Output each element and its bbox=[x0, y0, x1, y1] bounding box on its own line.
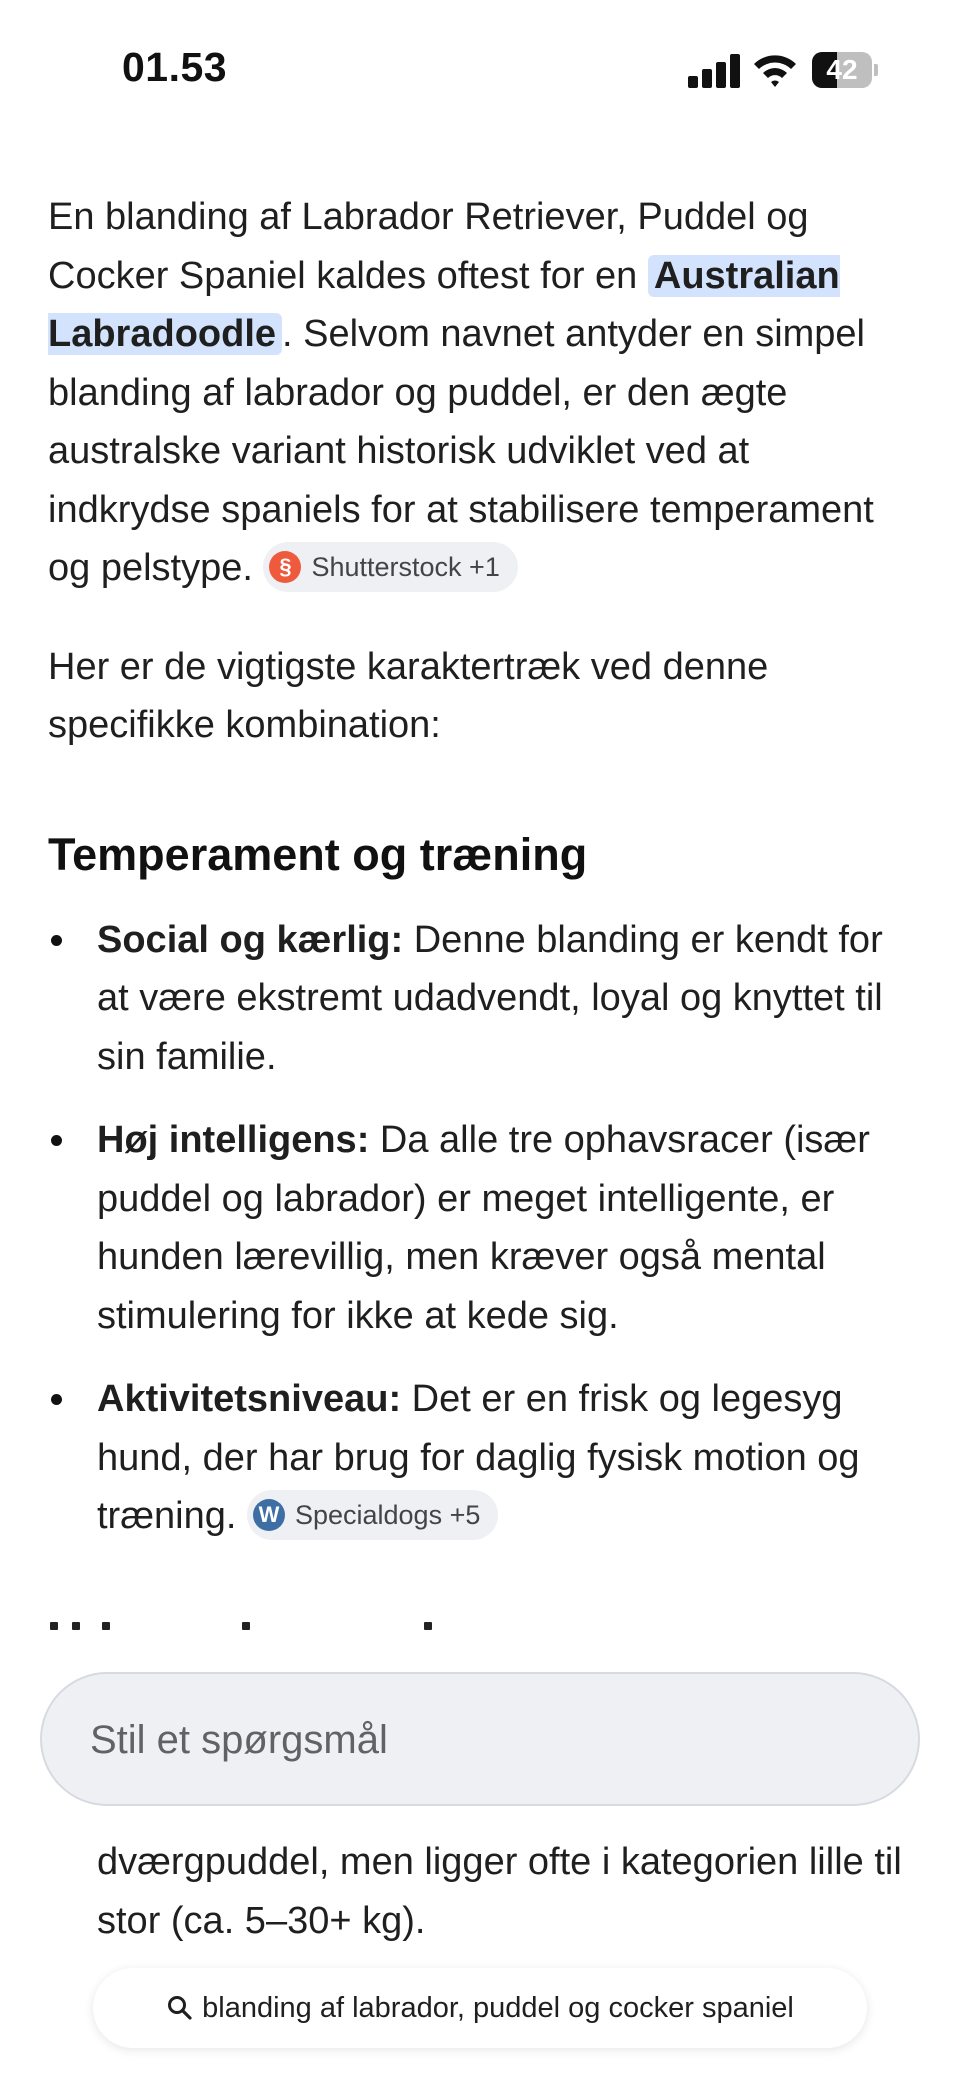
list-item bbox=[48, 1111, 918, 1345]
source-chip-specialdogs[interactable] bbox=[247, 1490, 498, 1540]
status-time: 01.53 bbox=[122, 44, 228, 90]
search-query-pill[interactable] bbox=[93, 1968, 867, 2048]
answer-content bbox=[48, 188, 918, 1571]
item-title: Høj intelligens: bbox=[97, 1119, 370, 1161]
bullet-dot bbox=[51, 1394, 62, 1405]
source-chip-label: Specialdogs +5 bbox=[294, 1499, 481, 1530]
item-title: Aktivitetsniveau: bbox=[97, 1378, 402, 1420]
list-item bbox=[48, 911, 918, 1087]
intro-text-cont: . Selvom navnet antyder en simpel blanding af labrador og puddel, er den ægte australske variant historisk udviklet ved at indkrydse spaniels for at stabilisere temperament og pelstype. bbox=[48, 313, 874, 589]
intro-text: En blanding af Labrador Retriever, Puddel og Cocker Spaniel kaldes oftest for en bbox=[48, 196, 809, 297]
signal-icon bbox=[688, 54, 740, 88]
search-icon bbox=[166, 1994, 194, 2022]
wifi-icon bbox=[752, 50, 798, 90]
trait-list bbox=[48, 911, 918, 1546]
item-text: Da alle tre ophavsracer (især puddel og labrador) er meget intelligente, er hunden lærevillig, men kræver også mental stimulering for ikke at kede sig. bbox=[97, 1119, 870, 1337]
item-title: Social og kærlig: bbox=[97, 918, 404, 961]
battery-icon bbox=[812, 52, 876, 88]
wordpress-icon: W bbox=[253, 1499, 285, 1531]
bullet-dot bbox=[51, 1135, 62, 1146]
bullet-dot bbox=[51, 935, 62, 946]
item-text: Denne blanding er kendt for at være ekstremt udadvendt, loyal og knyttet til sin familie. bbox=[97, 918, 883, 1078]
intro-paragraph bbox=[48, 188, 918, 598]
source-chip-label: Shutterstock +1 bbox=[311, 551, 500, 582]
continued-list-text: dværgpuddel, men ligger ofte i kategorien lille til stor (ca. 5–30+ kg). bbox=[97, 1841, 902, 1942]
shutterstock-icon: § bbox=[269, 551, 301, 583]
highlighted-term[interactable]: Australian Labradoodle bbox=[48, 254, 840, 355]
item-text: Det er en frisk og legesyg hund, der har brug for daglig fysisk motion og træning. bbox=[97, 1378, 860, 1537]
list-item bbox=[48, 1370, 918, 1546]
search-query-text: blanding af labrador, puddel og cocker spaniel bbox=[202, 1991, 794, 2024]
clipped-text-row bbox=[48, 1622, 928, 1634]
ask-input[interactable] bbox=[40, 1672, 920, 1806]
lead-paragraph: Her er de vigtigste karaktertræk ved denne specifikke kombination: bbox=[48, 645, 769, 746]
ask-input-placeholder: Stil et spørgsmål bbox=[90, 1718, 388, 1762]
status-bar bbox=[0, 0, 960, 140]
source-chip-shutterstock[interactable] bbox=[263, 542, 517, 592]
battery-level: 42 bbox=[826, 54, 858, 85]
section-heading: Temperament og træning bbox=[48, 828, 588, 880]
